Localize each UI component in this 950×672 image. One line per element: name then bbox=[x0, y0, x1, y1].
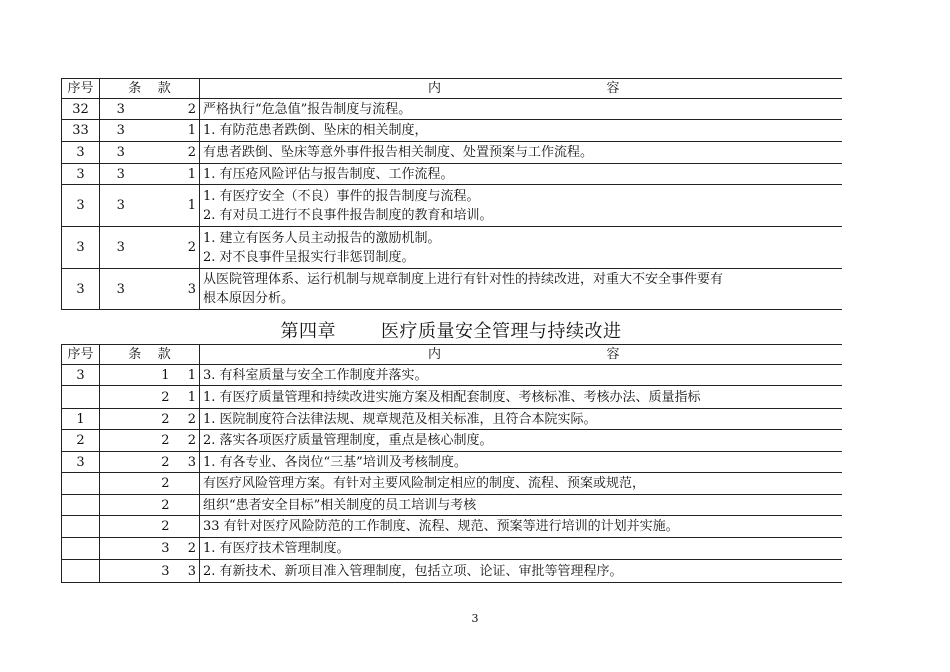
row-content-line: 2. 有新技术、新项目准入管理制度，包括立项、论证、审批等管理程序。 bbox=[203, 563, 623, 579]
row-content-line: 1. 有各专业、各岗位“三基”培训及考核制度。 bbox=[203, 454, 467, 470]
table-row bbox=[62, 516, 842, 538]
row-serial-number: 3 bbox=[62, 164, 100, 185]
row-clause-part-a bbox=[100, 365, 142, 386]
row-content-line: 严格执行“危急值”报告制度与流程。 bbox=[203, 101, 412, 117]
table-row bbox=[62, 164, 842, 185]
row-serial-number bbox=[62, 473, 100, 495]
row-clause-part-c: 2 bbox=[182, 142, 200, 164]
row-content-line: 2. 有对员工进行不良事件报告制度的教育和培训。 bbox=[203, 207, 493, 223]
row-clause-part-b: 2 bbox=[142, 430, 182, 452]
row-content-line: 2. 对不良事件呈报实行非惩罚制度。 bbox=[203, 249, 415, 265]
row-content bbox=[200, 409, 842, 430]
table-header-row bbox=[62, 345, 842, 365]
row-content bbox=[200, 142, 842, 164]
row-content-line: 1. 医院制度符合法律法规、规章规范及相关标准，且符合本院实际。 bbox=[203, 411, 597, 427]
row-clause-part-c bbox=[182, 473, 200, 495]
row-serial-number: 2 bbox=[62, 430, 100, 452]
row-serial-number bbox=[62, 386, 100, 409]
table-header-row bbox=[62, 79, 842, 99]
row-clause-part-a: 3 bbox=[100, 269, 142, 310]
page-number: 3 bbox=[471, 612, 479, 625]
row-serial-number bbox=[62, 495, 100, 516]
row-clause-part-a: 3 bbox=[100, 185, 142, 227]
row-content bbox=[200, 516, 842, 538]
row-serial-number: 3 bbox=[62, 452, 100, 473]
row-content bbox=[200, 560, 842, 583]
row-clause-part-a: 3 bbox=[100, 142, 142, 164]
row-content-line: 3. 有科室质量与安全工作制度并落实。 bbox=[203, 367, 428, 383]
row-serial-number: 3 bbox=[62, 227, 100, 269]
header-clause: 条 款 bbox=[100, 345, 200, 365]
row-clause-part-a bbox=[100, 473, 142, 495]
row-serial-number: 1 bbox=[62, 409, 100, 430]
row-content-line: 2. 落实各项医疗质量管理制度，重点是核心制度。 bbox=[203, 433, 493, 448]
row-content-line: 1. 有医疗安全（不良）事件的报告制度与流程。 bbox=[203, 188, 480, 204]
row-clause-part-b: 2 bbox=[142, 495, 182, 516]
header-content-left: 内 bbox=[428, 347, 442, 362]
row-content-line: 33 有针对医疗风险防范的工作制度、流程、规范、预案等进行培训的计划并实施。 bbox=[203, 519, 679, 534]
row-clause-part-c bbox=[182, 516, 200, 538]
row-serial-number: 3 bbox=[62, 185, 100, 227]
row-content bbox=[200, 495, 842, 516]
clause-table-2 bbox=[61, 344, 842, 583]
clause-table-1 bbox=[61, 78, 842, 310]
row-serial-number: 3 bbox=[62, 365, 100, 386]
table-row bbox=[62, 409, 842, 430]
row-clause-part-b bbox=[142, 142, 182, 164]
row-content bbox=[200, 269, 842, 310]
chapter-number: 第四章 bbox=[280, 321, 336, 342]
row-clause-part-b bbox=[142, 120, 182, 142]
row-clause-part-c bbox=[182, 495, 200, 516]
table-row bbox=[62, 495, 842, 516]
header-serial-number: 序号 bbox=[62, 79, 100, 99]
row-content-line: 从医院管理体系、运行机制与规章制度上进行有针对性的持续改进，对重大不安全事件要有 bbox=[203, 272, 724, 287]
row-clause-part-b bbox=[142, 99, 182, 120]
row-serial-number bbox=[62, 538, 100, 560]
table-row bbox=[62, 365, 842, 386]
chapter-name: 医疗质量安全管理与持续改进 bbox=[381, 321, 622, 342]
row-content-line: 组织“患者安全目标”相关制度的员工培训与考核 bbox=[203, 497, 477, 513]
row-clause-part-b bbox=[142, 185, 182, 227]
row-clause-part-b bbox=[142, 164, 182, 185]
row-clause-part-a: 3 bbox=[100, 164, 142, 185]
row-clause-part-b: 3 bbox=[142, 538, 182, 560]
row-clause-part-c: 2 bbox=[182, 430, 200, 452]
row-clause-part-b: 2 bbox=[142, 386, 182, 409]
row-serial-number: 3 bbox=[62, 269, 100, 310]
row-clause-part-a: 3 bbox=[100, 227, 142, 269]
row-clause-part-c: 3 bbox=[182, 269, 200, 310]
table-row bbox=[62, 386, 842, 409]
header-serial-number: 序号 bbox=[62, 345, 100, 365]
table-row bbox=[62, 269, 842, 310]
row-clause-part-c: 2 bbox=[182, 99, 200, 120]
row-clause-part-c: 1 bbox=[182, 164, 200, 185]
header-content bbox=[200, 345, 842, 365]
row-content-line: 有患者跌倒、坠床等意外事件报告相关制度、处置预案与工作流程。 bbox=[203, 145, 594, 160]
row-clause-part-a bbox=[100, 538, 142, 560]
table-row bbox=[62, 452, 842, 473]
row-clause-part-c: 3 bbox=[182, 452, 200, 473]
header-content-left: 内 bbox=[428, 81, 442, 96]
row-clause-part-a bbox=[100, 452, 142, 473]
row-clause-part-b: 2 bbox=[142, 409, 182, 430]
row-clause-part-a bbox=[100, 495, 142, 516]
row-content-line: 有医疗风险管理方案。有针对主要风险制定相应的制度、流程、预案或规范， bbox=[203, 476, 646, 491]
row-clause-part-c: 2 bbox=[182, 538, 200, 560]
row-clause-part-c: 1 bbox=[182, 185, 200, 227]
row-clause-part-b bbox=[142, 269, 182, 310]
row-clause-part-b: 3 bbox=[142, 560, 182, 583]
table-row bbox=[62, 185, 842, 227]
row-clause-part-a bbox=[100, 430, 142, 452]
row-content-line: 1. 有医疗技术管理制度。 bbox=[203, 541, 350, 556]
row-content bbox=[200, 365, 842, 386]
row-clause-part-c: 3 bbox=[182, 560, 200, 583]
row-serial-number: 3 bbox=[62, 142, 100, 164]
row-clause-part-b: 2 bbox=[142, 452, 182, 473]
row-content bbox=[200, 452, 842, 473]
table-row bbox=[62, 473, 842, 495]
row-content bbox=[200, 227, 842, 269]
row-content bbox=[200, 99, 842, 120]
row-content-line: 根本原因分析。 bbox=[203, 291, 295, 306]
table-row bbox=[62, 99, 842, 120]
row-serial-number: 33 bbox=[62, 120, 100, 142]
row-clause-part-c: 1 bbox=[182, 120, 200, 142]
row-serial-number bbox=[62, 516, 100, 538]
table-row bbox=[62, 142, 842, 164]
header-clause: 条 款 bbox=[100, 79, 200, 99]
row-content bbox=[200, 164, 842, 185]
row-clause-part-c: 1 bbox=[182, 386, 200, 409]
row-content bbox=[200, 120, 842, 142]
header-content bbox=[200, 79, 842, 99]
row-content bbox=[200, 386, 842, 409]
table-row bbox=[62, 560, 842, 583]
row-clause-part-c: 2 bbox=[182, 409, 200, 430]
row-clause-part-b: 2 bbox=[142, 473, 182, 495]
row-content bbox=[200, 185, 842, 227]
row-clause-part-a: 3 bbox=[100, 99, 142, 120]
row-content bbox=[200, 538, 842, 560]
row-content bbox=[200, 430, 842, 452]
row-clause-part-b: 1 bbox=[142, 365, 182, 386]
row-content-line: 1. 有医疗质量管理和持续改进实施方案及相配套制度、考核标准、考核办法、质量指标 bbox=[203, 389, 701, 405]
table-row bbox=[62, 538, 842, 560]
row-content bbox=[200, 473, 842, 495]
row-serial-number bbox=[62, 560, 100, 583]
header-content-right: 容 bbox=[606, 81, 620, 96]
row-clause-part-a bbox=[100, 516, 142, 538]
row-clause-part-a: 3 bbox=[100, 120, 142, 142]
chapter-title bbox=[61, 317, 841, 343]
row-clause-part-c: 2 bbox=[182, 227, 200, 269]
row-clause-part-a bbox=[100, 409, 142, 430]
row-content-line: 1. 建立有医务人员主动报告的激励机制。 bbox=[203, 230, 441, 246]
table-row bbox=[62, 227, 842, 269]
row-clause-part-b bbox=[142, 227, 182, 269]
table-row bbox=[62, 430, 842, 452]
row-clause-part-a bbox=[100, 560, 142, 583]
row-content-line: 1. 有防范患者跌倒、坠床的相关制度， bbox=[203, 123, 428, 138]
row-content-line: 1. 有压疮风险评估与报告制度、工作流程。 bbox=[203, 166, 454, 182]
row-clause-part-c: 1 bbox=[182, 365, 200, 386]
row-clause-part-a bbox=[100, 386, 142, 409]
header-content-right: 容 bbox=[606, 347, 620, 362]
row-clause-part-b: 2 bbox=[142, 516, 182, 538]
row-serial-number: 32 bbox=[62, 99, 100, 120]
table-row bbox=[62, 120, 842, 142]
